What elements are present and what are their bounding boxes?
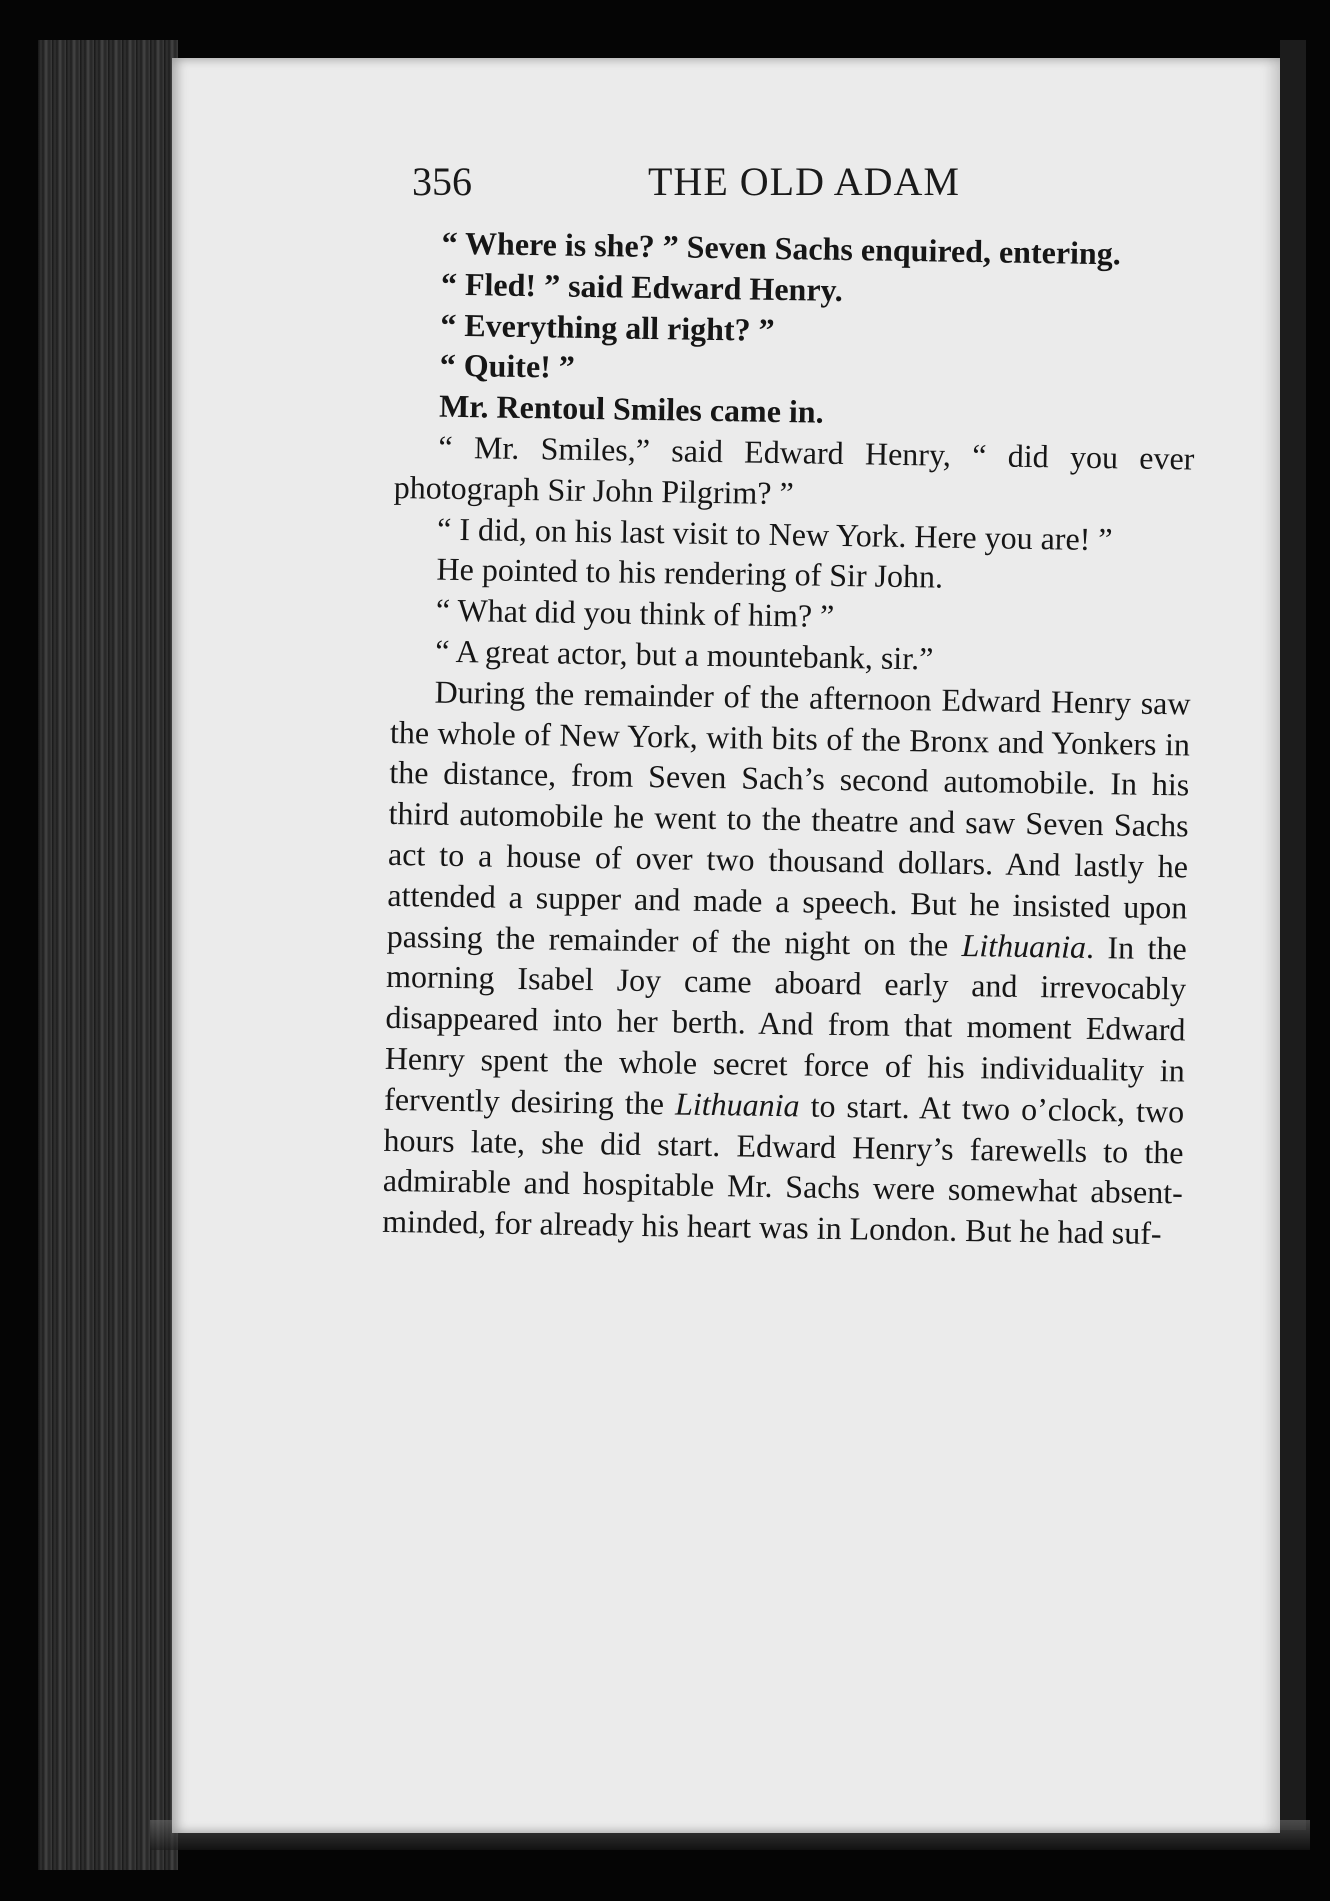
paragraph — [382, 671, 1191, 1255]
paragraph: “ Where is she? ” Seven Sachs enquired, entering. — [441, 224, 1122, 272]
running-head — [412, 158, 972, 208]
paragraph: “ Everything all right? ” — [440, 306, 775, 348]
paragraph: “ A great actor, but a mountebank, sir.” — [434, 632, 934, 677]
paragraph: “ I did, on his last visit to New York. Here you are! ” — [436, 510, 1113, 557]
italic-ship-name: Lithuania — [961, 926, 1087, 965]
paragraph: He pointed to his rendering of Sir John. — [436, 551, 944, 595]
paragraph: “ Quite! ” — [439, 347, 576, 386]
body-text — [382, 222, 1198, 1254]
text-run: During the remainder of the afternoon Edward Henry saw the whole of New York, with bits of the Bronx and Yonkers in the distance, from Seven Sach’s second automobile. In his third automobile he went to the theatre and saw Seven Sachs act to a house of over two thousand dollars. And lastly he attended a supper and made a speech. But he insisted upon passing the remainder of the night on the — [386, 673, 1191, 963]
paragraph: Mr. Rentoul Smiles came in. — [438, 387, 824, 430]
paragraph: “ What did you think of him? ” — [435, 591, 835, 635]
text-run: to start. At two o’clock, two hours late, she did start. Edward Henry’s farewells to the admirable and hospitable Mr. Sachs were somewhat absent-minded, for already his heart was in London. But he had suf- — [382, 1087, 1185, 1252]
right-page-edge — [1280, 40, 1306, 1830]
paragraph: “ Mr. Smiles,” said Edward Henry, “ did you ever photograph Sir John Pilgrim? ” — [393, 428, 1195, 512]
paragraph: “ Fled! ” said Edward Henry. — [440, 265, 844, 308]
italic-ship-name: Lithuania — [674, 1085, 800, 1124]
page-edges — [38, 40, 178, 1870]
page-number: 356 — [412, 159, 472, 204]
text-run: . In the morning Isabel Joy came aboard early and irrevocably disappeared into her berth. And from that moment Edward Henry spent the whole secret force of his individuality in fervently desiring the — [383, 928, 1187, 1122]
running-title: THE OLD ADAM — [648, 159, 960, 204]
